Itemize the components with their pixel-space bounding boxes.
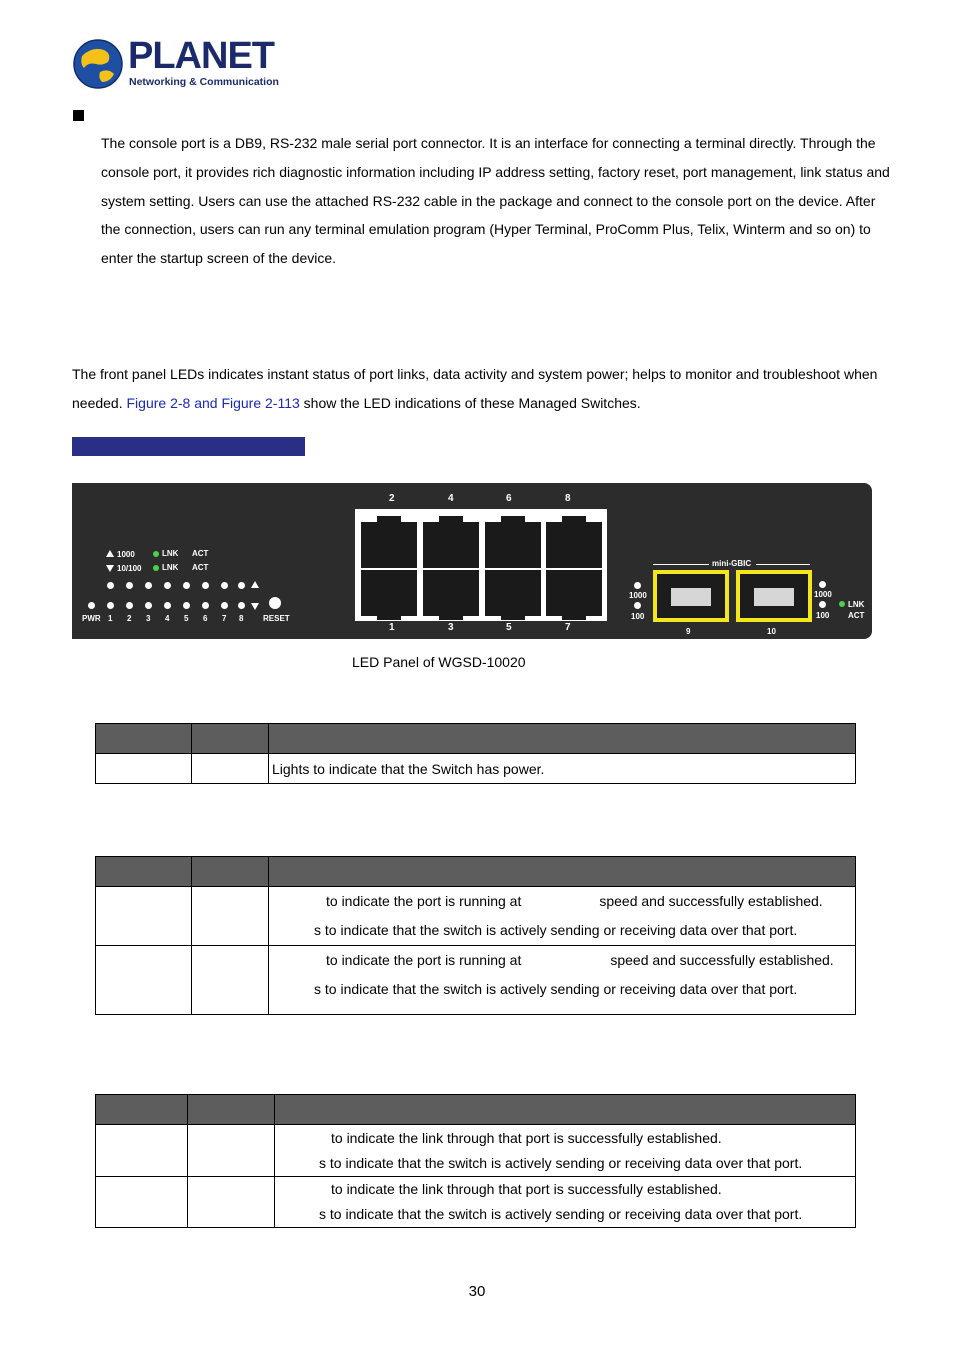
rj45-port-5 xyxy=(485,570,541,616)
port-label-3: 3 xyxy=(146,614,151,623)
sfp-port-number: 9 xyxy=(686,627,691,636)
sfp-act-label: ACT xyxy=(848,611,865,620)
led-1000-8 xyxy=(238,582,245,589)
cell-line: to indicate the link through that port is successfully established. xyxy=(331,1129,722,1146)
table-row xyxy=(96,887,856,946)
table-row xyxy=(96,1125,856,1177)
table-cell xyxy=(275,1125,856,1177)
table-cell xyxy=(188,1177,275,1228)
sfp-led-table xyxy=(95,1094,856,1228)
rj45-latch xyxy=(501,612,525,620)
led-paragraph xyxy=(72,360,892,418)
globe-icon xyxy=(72,38,124,90)
sfp-slot xyxy=(754,588,794,606)
figure-caption: LED Panel of WGSD-10020 xyxy=(352,654,526,670)
table-cell xyxy=(192,887,269,946)
triangle-down-icon xyxy=(251,603,259,610)
led-port-4 xyxy=(164,602,171,609)
triangle-up-icon xyxy=(251,581,259,588)
rj45-latch xyxy=(377,516,401,524)
led-port-8 xyxy=(238,602,245,609)
triangle-up-icon xyxy=(106,550,114,557)
header-cell xyxy=(96,1095,188,1125)
page-number: 30 xyxy=(468,1283,486,1300)
led-port-1 xyxy=(107,602,114,609)
green-led-icon xyxy=(839,601,845,607)
cell-text: Lights to indicate that the Switch has power. xyxy=(272,760,545,777)
sfp-lnk-label: LNK xyxy=(848,600,865,609)
port-label-7: 7 xyxy=(222,614,227,623)
cell-line: to indicate the link through that port is successfully established. xyxy=(331,1181,722,1197)
sfp-right-speed-top: 1000 xyxy=(814,590,832,599)
sfp-right-led-100 xyxy=(819,601,826,608)
logo-brand: PLANET xyxy=(128,35,274,77)
rj45-port-1 xyxy=(361,570,417,616)
cell-text-b: speed and successfully established. xyxy=(610,952,834,968)
led-1000-7 xyxy=(221,582,228,589)
led-pwr xyxy=(88,602,95,609)
port-number-bottom: 1 xyxy=(389,622,395,633)
port-label-2: 2 xyxy=(127,614,132,623)
rj45-latch xyxy=(439,612,463,620)
table-cell xyxy=(96,1125,188,1177)
cell-text-a: to indicate the port is running at xyxy=(326,952,522,968)
sfp-right-speed-bottom: 100 xyxy=(816,611,830,620)
table-cell xyxy=(269,887,856,946)
header-cell xyxy=(275,1095,856,1125)
rj45-port-8 xyxy=(546,522,602,568)
logo-tagline: Networking & Communication xyxy=(129,76,279,88)
cell-line xyxy=(269,887,855,916)
sfp-slot xyxy=(671,588,711,606)
table-row xyxy=(96,1177,856,1228)
legend-10-100: 10/100 xyxy=(117,564,142,573)
cell-text-b: speed and successfully established. xyxy=(599,893,823,909)
rj45-port-6 xyxy=(485,522,541,568)
reset-label: RESET xyxy=(263,614,290,623)
port-number-top: 4 xyxy=(448,493,454,504)
led-1000-3 xyxy=(145,582,152,589)
header-cell xyxy=(96,857,192,887)
rj45-latch xyxy=(377,612,401,620)
port-number-bottom: 7 xyxy=(565,622,571,633)
header-cell xyxy=(192,857,269,887)
port-label-1: 1 xyxy=(108,614,113,623)
led-port-7 xyxy=(221,602,228,609)
sfp-left-speed-bottom: 100 xyxy=(631,612,645,621)
gbic-bracket-line xyxy=(653,564,709,565)
legend-act-2: ACT xyxy=(192,563,209,572)
sfp-port-number: 10 xyxy=(767,627,776,636)
cell-line xyxy=(269,946,855,975)
led-port-6 xyxy=(202,602,209,609)
port-number-bottom: 5 xyxy=(506,622,512,633)
sfp-left-led-1000 xyxy=(634,582,641,589)
cell-text-a: to indicate the port is running at xyxy=(326,893,522,909)
gbic-label: mini-GBIC xyxy=(712,559,752,568)
port-number-bottom: 3 xyxy=(448,622,454,633)
port-number-top: 6 xyxy=(506,493,512,504)
header-cell xyxy=(269,857,856,887)
green-led-icon xyxy=(153,565,159,571)
rj45-port-7 xyxy=(546,570,602,616)
port-label-8: 8 xyxy=(239,614,244,623)
triangle-down-icon xyxy=(106,565,114,572)
rj45-latch xyxy=(439,516,463,524)
port-number-top: 2 xyxy=(389,493,395,504)
cell-line: s to indicate that the switch is actively sending or receiving data over that port. xyxy=(319,1154,803,1171)
sfp-port-9 xyxy=(653,570,729,622)
cell-line: s to indicate that the switch is actively sending or receiving data over that port. xyxy=(314,981,798,997)
table-cell xyxy=(96,1177,188,1228)
table-row xyxy=(96,946,856,1015)
sfp-port-10 xyxy=(736,570,812,622)
legend-lnk-2: LNK xyxy=(162,563,179,572)
section-bullet xyxy=(73,110,84,121)
header-cell xyxy=(269,724,856,754)
rj45-port-3 xyxy=(423,570,479,616)
header-cell xyxy=(188,1095,275,1125)
table-cell xyxy=(96,754,192,784)
led-port-5 xyxy=(183,602,190,609)
rj45-port-4 xyxy=(423,522,479,568)
green-led-icon xyxy=(153,551,159,557)
rj45-latch xyxy=(501,516,525,524)
planet-logo xyxy=(72,35,279,92)
table-cell xyxy=(96,946,192,1015)
sfp-left-led-100 xyxy=(634,602,641,609)
rj45-port-2 xyxy=(361,522,417,568)
legend-act-1: ACT xyxy=(192,549,209,558)
port-label-4: 4 xyxy=(165,614,170,623)
table-header-row xyxy=(96,724,856,754)
figure-link[interactable]: Figure 2-8 and Figure 2-113 xyxy=(126,394,300,411)
rj45-latch xyxy=(562,516,586,524)
port-led-table xyxy=(95,856,856,1015)
table-cell xyxy=(192,946,269,1015)
cell-line: s to indicate that the switch is actively sending or receiving data over that port. xyxy=(314,922,798,938)
table-cell xyxy=(275,1177,856,1228)
led-1000-5 xyxy=(183,582,190,589)
led-paragraph-text-after: show the LED indications of these Managed Switches. xyxy=(299,394,641,411)
led-1000-4 xyxy=(164,582,171,589)
table-header-row xyxy=(96,857,856,887)
console-paragraph: The console port is a DB9, RS-232 male serial port connector. It is an interface for connecting a terminal directly. Through the console port, it provides rich diagnostic information including IP address setting, factory reset, port management, link status and system setting. Users can use the attached RS-232 cable in the package and connect to the console port on the device. After the connection, users can run any terminal emulation program (Hyper Terminal, ProComm Plus, Telix, Winterm and so on) to enter the startup screen of the device. xyxy=(101,135,890,267)
gbic-bracket-line xyxy=(756,564,810,565)
port-label-6: 6 xyxy=(203,614,208,623)
table-cell xyxy=(269,754,856,784)
led-paragraph-text-before: The front panel LEDs indicates instant status of port links, data activity and system power; helps to monitor and troubleshoot when needed. xyxy=(72,366,878,411)
legend-1000: 1000 xyxy=(117,550,135,559)
led-port-2 xyxy=(126,602,133,609)
section-heading-bar xyxy=(72,437,305,456)
table-cell xyxy=(188,1125,275,1177)
pwr-label: PWR xyxy=(82,614,101,623)
port-label-5: 5 xyxy=(184,614,189,623)
sfp-left-speed-top: 1000 xyxy=(629,591,647,600)
system-led-table xyxy=(95,723,856,784)
legend-lnk-1: LNK xyxy=(162,549,179,558)
header-cell xyxy=(96,724,192,754)
sfp-right-led-1000 xyxy=(819,581,826,588)
table-cell xyxy=(192,754,269,784)
table-cell xyxy=(269,946,856,1015)
led-port-3 xyxy=(145,602,152,609)
cell-line: s to indicate that the switch is actively sending or receiving data over that port. xyxy=(319,1206,803,1222)
reset-button-icon xyxy=(269,597,281,609)
led-1000-1 xyxy=(107,582,114,589)
led-1000-6 xyxy=(202,582,209,589)
led-1000-2 xyxy=(126,582,133,589)
table-cell xyxy=(96,887,192,946)
table-header-row xyxy=(96,1095,856,1125)
rj45-latch xyxy=(562,612,586,620)
table-row xyxy=(96,754,856,784)
port-number-top: 8 xyxy=(565,493,571,504)
header-cell xyxy=(192,724,269,754)
